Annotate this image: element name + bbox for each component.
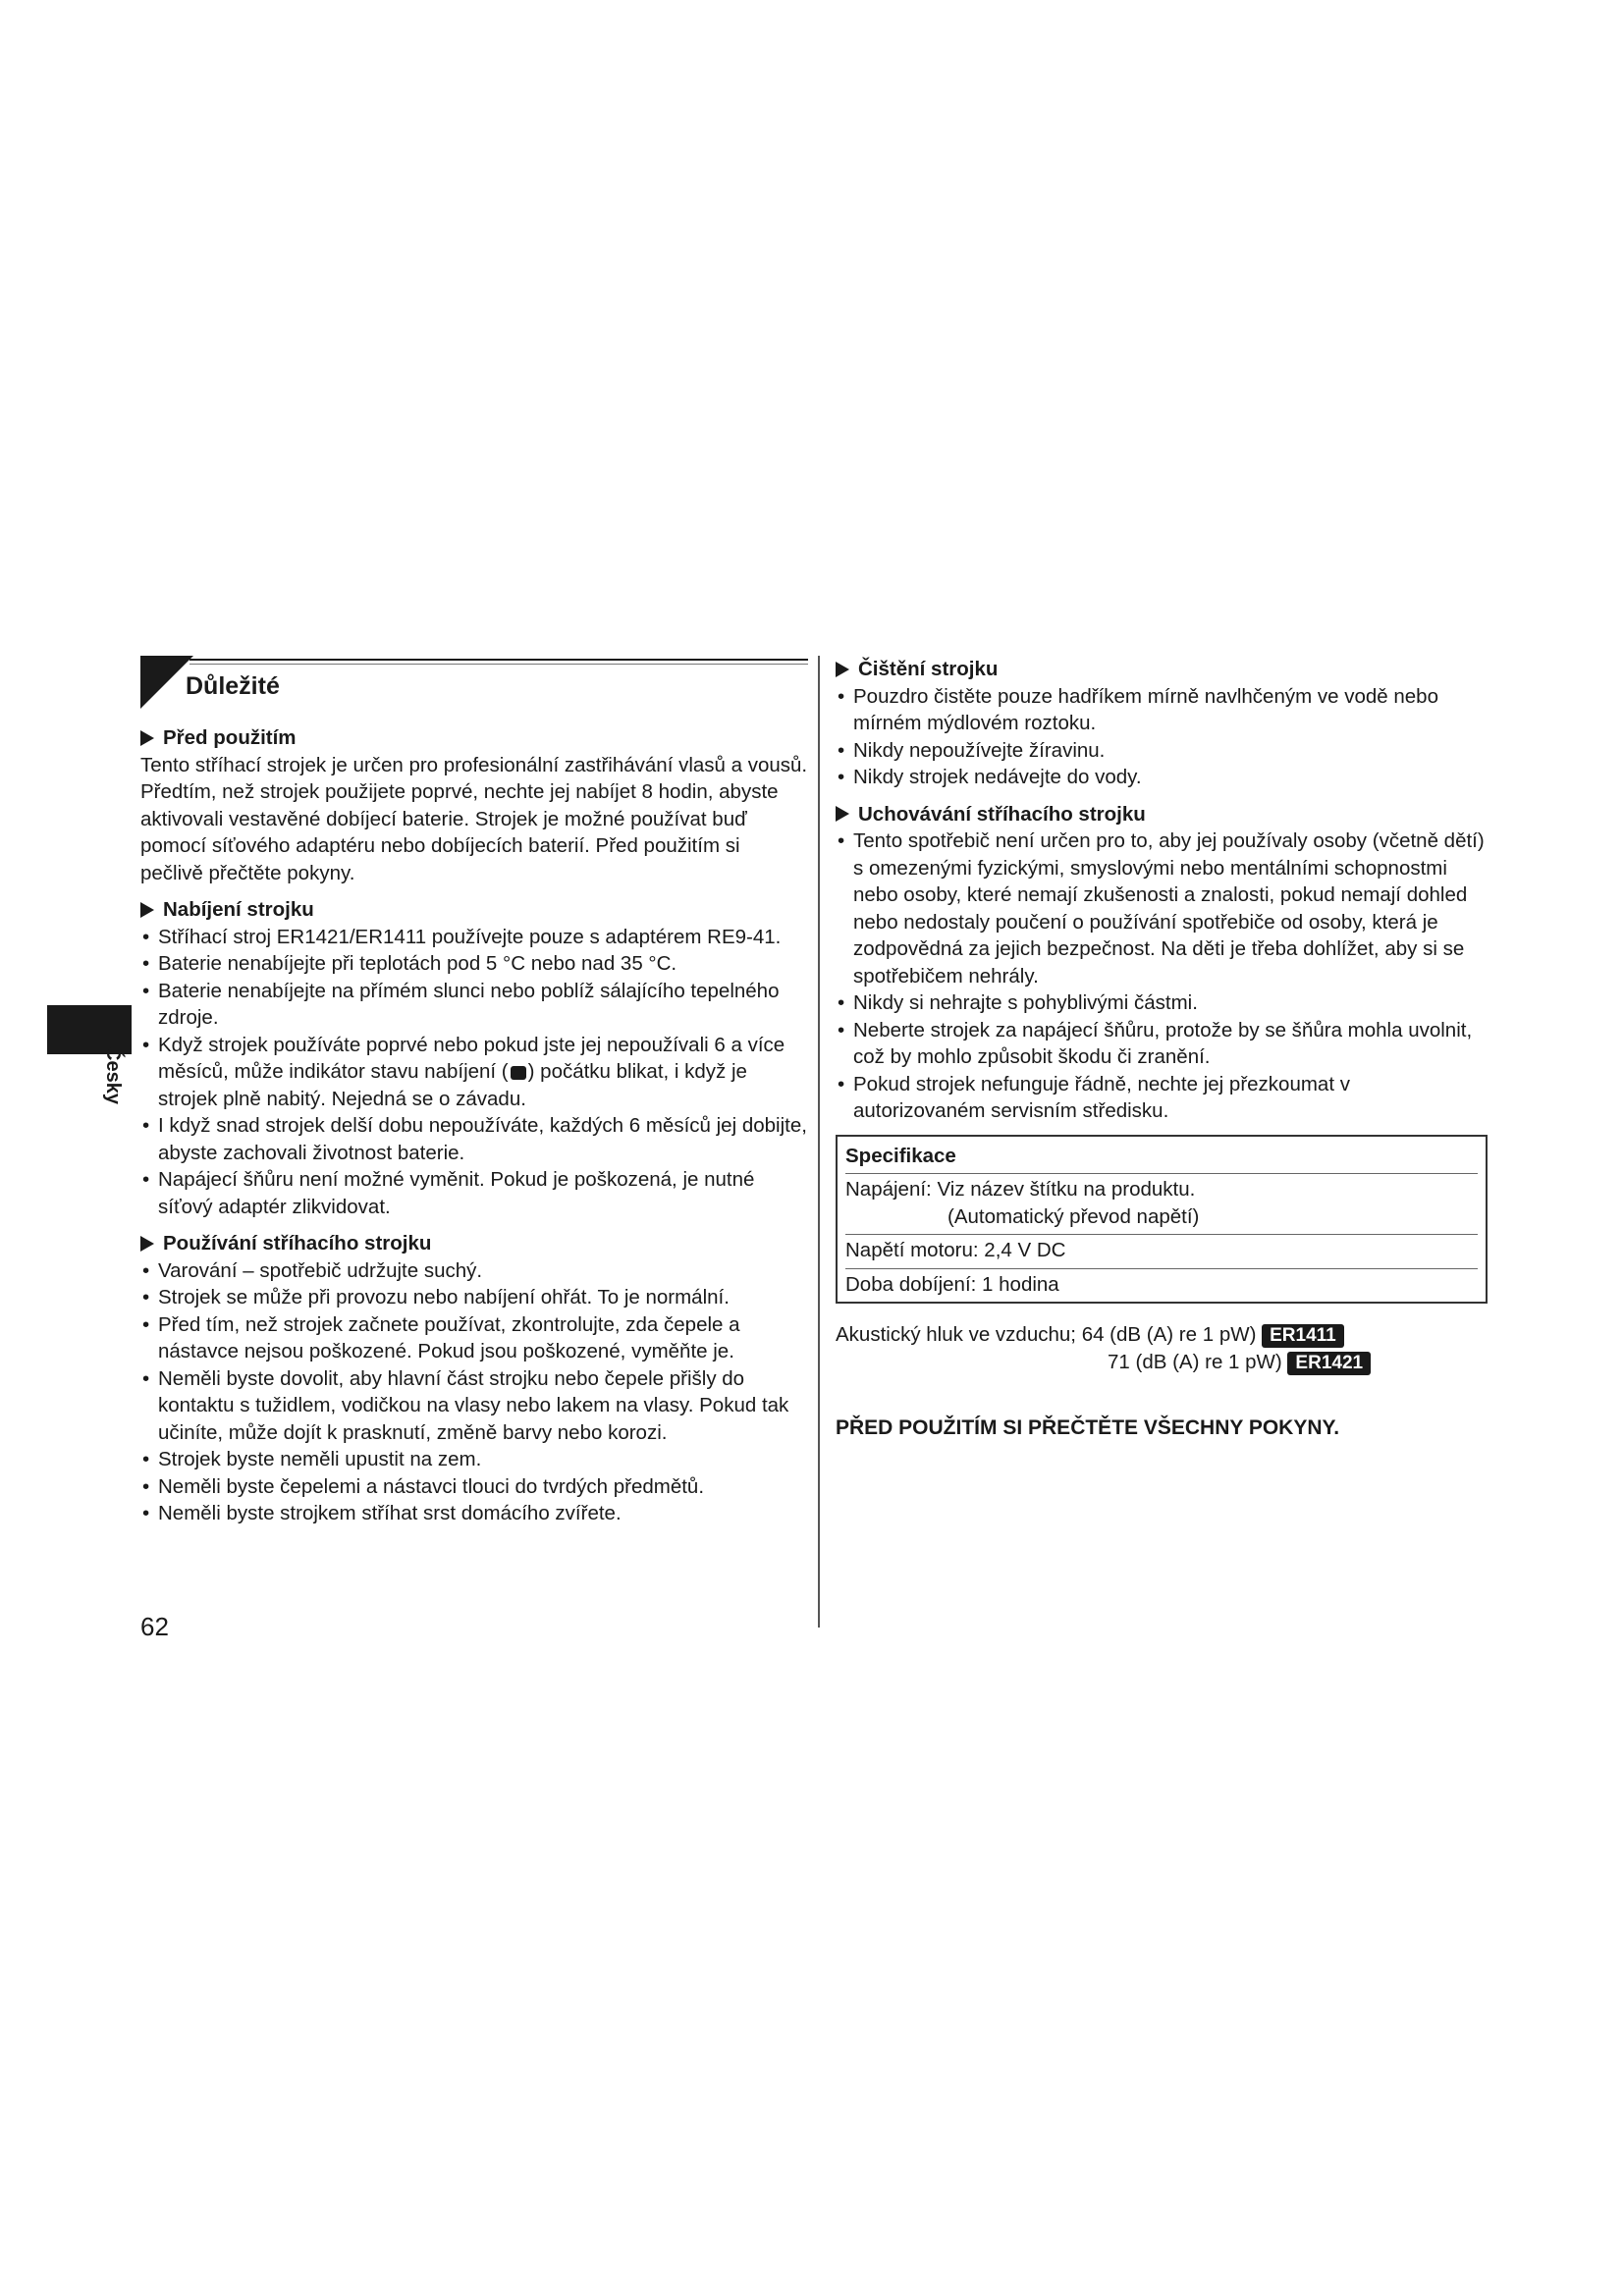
spec-napeti: Napětí motoru: 2,4 V DC — [845, 1234, 1478, 1264]
list-uchovavani — [836, 828, 1488, 1125]
list-item: • Pouzdro čistěte pouze hadříkem mírně navlhčeným ve vodě nebo mírném mýdlovém roztoku. — [836, 683, 1488, 737]
charge-indicator-icon — [511, 1066, 526, 1080]
heading-uchovavani: Uchovávání stříhacího strojku — [836, 801, 1488, 828]
list-nabijeni — [140, 924, 808, 1221]
list-item: • Stříhací stroj ER1421/ER1411 používejte pouze s adaptérem RE9-41. — [140, 924, 808, 951]
heading-pred-pouzitim: Před použitím — [140, 724, 808, 752]
heading-cisteni: Čištění strojku — [836, 656, 1488, 683]
heading-nabijeni: Nabíjení strojku — [140, 896, 808, 924]
list-item: • Neberte strojek za napájecí šňůru, protože by se šňůra mohla uvolnit, což by mohlo způsobit škodu či zranění. — [836, 1017, 1488, 1071]
model-badge-er1421: ER1421 — [1287, 1352, 1371, 1375]
list-item: • Nikdy strojek nedávejte do vody. — [836, 764, 1488, 791]
section-banner — [140, 656, 808, 711]
section-title: Důležité — [186, 672, 280, 700]
list-pouzivani — [140, 1257, 808, 1527]
list-item: • Nikdy nepoužívejte žíravinu. — [836, 737, 1488, 765]
list-item: • Baterie nenabíjejte na přímém slunci nebo poblíž sálajícího tepelného zdroje. — [140, 978, 808, 1032]
specification-box — [836, 1135, 1488, 1305]
list-item: • Strojek se může při provozu nebo nabíjení ohřát. To je normální. — [140, 1284, 808, 1311]
final-warning: PŘED POUŽITÍM SI PŘEČTĚTE VŠECHNY POKYNY. — [836, 1416, 1340, 1439]
list-item: • Strojek byste neměli upustit na zem. — [140, 1446, 808, 1473]
column-divider — [818, 656, 820, 1628]
spec-doba: Doba dobíjení: 1 hodina — [845, 1268, 1478, 1299]
list-cisteni — [836, 683, 1488, 791]
language-label: Česky — [102, 1046, 124, 1104]
arrow-icon — [140, 902, 154, 918]
left-column — [140, 656, 808, 1527]
list-item: • Když strojek používáte poprvé nebo pokud jste jej nepoužívali 6 a více měsíců, může indikátor stavu nabíjení ( ) počátku blikat, i když je strojek plně nabitý. Nejedná se o závadu. — [140, 1032, 808, 1113]
list-item: • I když snad strojek delší dobu nepoužíváte, každých 6 měsíců jej dobijte, abyste zachovali životnost baterie. — [140, 1112, 808, 1166]
spec-napajeni: Napájení: Viz název štítku na produktu. (Automatický převod napětí) — [845, 1173, 1478, 1230]
arrow-icon — [140, 1236, 154, 1252]
list-item: • Neměli byste čepelemi a nástavci tlouci do tvrdých předmětů. — [140, 1473, 808, 1501]
arrow-icon — [140, 730, 154, 746]
noise-info: Akustický hluk ve vzduchu; 64 (dB (A) re 1 pW) ER1411 71 (dB (A) re 1 pW) ER1421 — [836, 1321, 1488, 1375]
spec-title: Specifikace — [845, 1144, 956, 1167]
list-item: • Neměli byste strojkem stříhat srst domácího zvířete. — [140, 1500, 808, 1527]
list-item: • Před tím, než strojek začnete používat, zkontrolujte, zda čepele a nástavce nejsou poškozené. Pokud jsou poškozené, vyměňte je. — [140, 1311, 808, 1365]
list-item: • Napájecí šňůru není možné vyměnit. Pokud je poškozená, je nutné síťový adaptér zlikvidovat. — [140, 1166, 808, 1220]
list-item: • Neměli byste dovolit, aby hlavní část strojku nebo čepele přišly do kontaktu s tužidlem, vodičkou na vlasy nebo lakem na vlasy. Pokud tak učiníte, může dojít k prasknutí, změně barvy nebo korozi. — [140, 1365, 808, 1447]
arrow-icon — [836, 806, 849, 822]
model-badge-er1411: ER1411 — [1262, 1324, 1344, 1348]
heading-pouzivani: Používání stříhacího strojku — [140, 1230, 808, 1257]
arrow-icon — [836, 662, 849, 677]
page-number: 62 — [140, 1612, 169, 1641]
list-item: • Pokud strojek nefunguje řádně, nechte jej přezkoumat v autorizovaném servisním středisku. — [836, 1071, 1488, 1125]
right-column — [836, 656, 1488, 1442]
list-item: • Tento spotřebič není určen pro to, aby jej používaly osoby (včetně dětí) s omezenými fyzickými, smyslovými nebo mentálními schopnostmi nebo osoby, které nemají zkušenosti a znalosti, pokud nemají dohled nebo nedostaly poučení o používání spotřebiče od osoby, která je zodpovědná za jejich bezpečnost. Na děti je třeba dohlížet, aby si se spotřebičem nehrály. — [836, 828, 1488, 989]
paragraph-pred-pouzitim: Tento stříhací strojek je určen pro profesionální zastřihávání vlasů a vousů. Předtím, než strojek použijete poprvé, nechte jej nabíjet 8 hodin, abyste aktivovali vestavěné dobíjecí baterie. Strojek je možné používat buď pomocí síťového adaptéru nebo dobíjecích baterií. Před použitím si pečlivě přečtěte pokyny. — [140, 753, 808, 884]
list-item: • Nikdy si nehrajte s pohyblivými částmi. — [836, 989, 1488, 1017]
list-item: • Baterie nenabíjejte při teplotách pod 5 °C nebo nad 35 °C. — [140, 950, 808, 978]
list-item: • Varování – spotřebič udržujte suchý. — [140, 1257, 808, 1285]
